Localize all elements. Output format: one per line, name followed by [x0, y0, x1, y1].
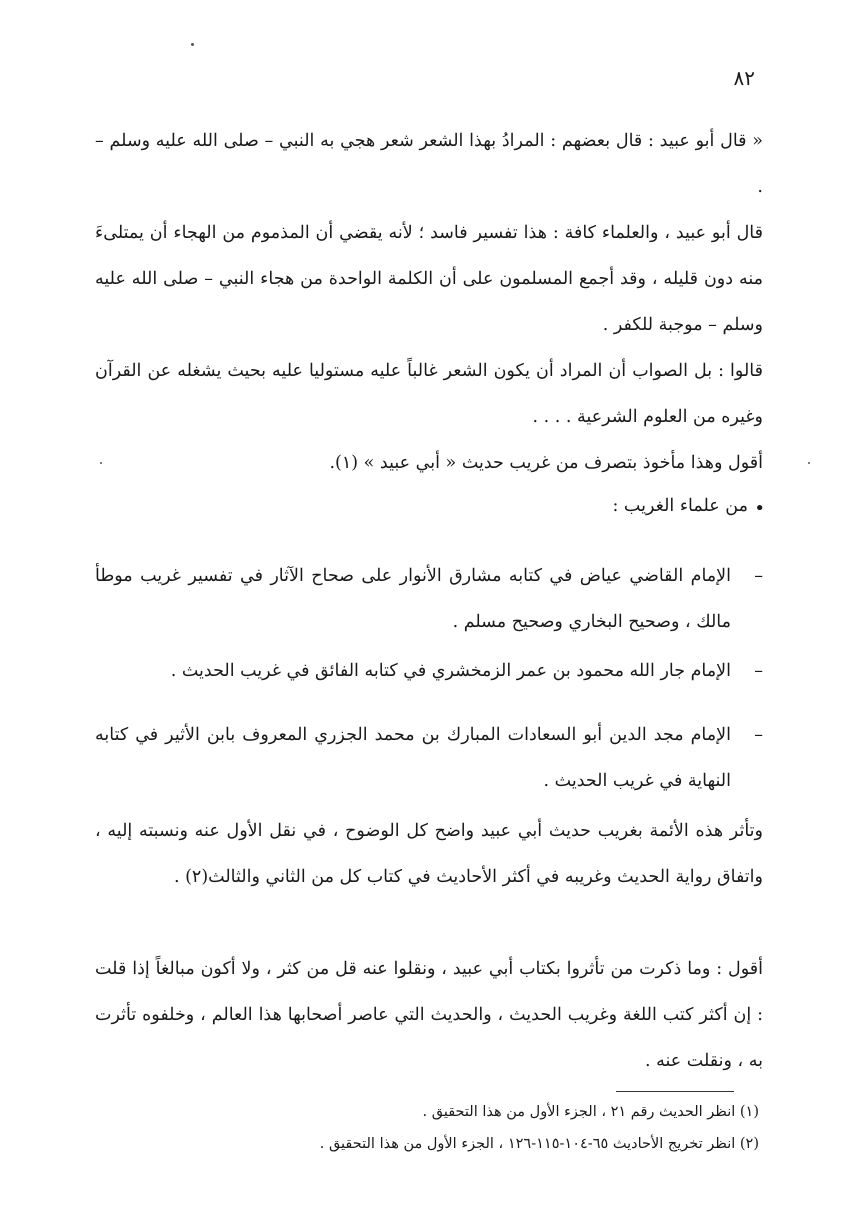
paragraph: وتأثر هذه الأئمة بغريب حديث أبي عبيد واضح كل الوضوح ، في نقل الأول عنه ونسبته إليه ، واتفاق رواية الحديث وغريبه في أكثر الأحاديث في كتاب كل من الثاني والثالث(٢) . [95, 821, 763, 887]
page-number: ٨٢ [733, 66, 755, 90]
list-item [95, 553, 763, 645]
list-item-text: الإمام مجد الدين أبو السعادات المبارك بن محمد الجزري المعروف بابن الأثير في كتابه النهاية في غريب الحديث . [95, 725, 731, 791]
paragraph: أقول وهذا مأخوذ بتصرف من غريب حديث « أبي عبيد » (١). [329, 453, 763, 473]
scan-speck [100, 462, 102, 464]
list-item [95, 648, 763, 694]
footnote: (٢) انظر تخريج الأحاديث ٦٥-١٠٤-١١٥-١٢٦ ، الجزء الأول من هذا التحقيق . [319, 1136, 759, 1152]
list-dash: – [754, 566, 763, 586]
list-item-text: الإمام جار الله محمود بن عمر الزمخشري في كتابه الفائق في غريب الحديث . [170, 661, 731, 681]
list-dash: – [754, 725, 763, 745]
scan-speck [808, 462, 810, 464]
paragraph: قال أبو عبيد ، والعلماء كافة : هذا تفسير فاسد ؛ لأنه يقضي أن المذموم من الهجاء أن يمتلىءَ منه دون قليله ، وقد أجمع المسلمون على أن الكلمة الواحدة من هجاء النبي – صلى الله عليه وسلم – موجبة للكفر . [95, 223, 763, 335]
section-heading: من علماء الغريب : [612, 496, 748, 516]
paragraph: قالوا : بل الصواب أن المراد أن يكون الشعر غالباً عليه مستوليا عليه بحيث يشغله عن القرآن وغيره من العلوم الشرعية . . . . [95, 361, 763, 427]
list-item-text: الإمام القاضي عياض في كتابه مشارق الأنوار على صحاح الآثار في تفسير غريب موطأ مالك ، وصحيح البخاري وصحيح مسلم . [95, 566, 731, 632]
footnote: (١) انظر الحديث رقم ٢١ ، الجزء الأول من هذا التحقيق . [422, 1104, 759, 1120]
paragraph: أقول : وما ذكرت من تأثروا بكتاب أبي عبيد ، ونقلوا عنه قل من كثر ، ولا أكون مبالغاً إذا قلت : إن أكثر كتب اللغة وغريب الحديث ، والحديث التي عاصر أصحابها هذا العالم ، وخلفوه تأثرت به ، ونقلت عنه . [95, 959, 763, 1071]
bullet-icon: • [754, 498, 765, 519]
list-dash: – [754, 661, 763, 681]
footnote-rule [616, 1091, 734, 1092]
list-item [95, 712, 763, 804]
scan-speck [191, 43, 194, 46]
paragraph: « قال أبو عبيد : قال بعضهم : المرادُ بهذا الشعر شعر هجي به النبي – صلى الله عليه وسلم – . [95, 131, 763, 197]
